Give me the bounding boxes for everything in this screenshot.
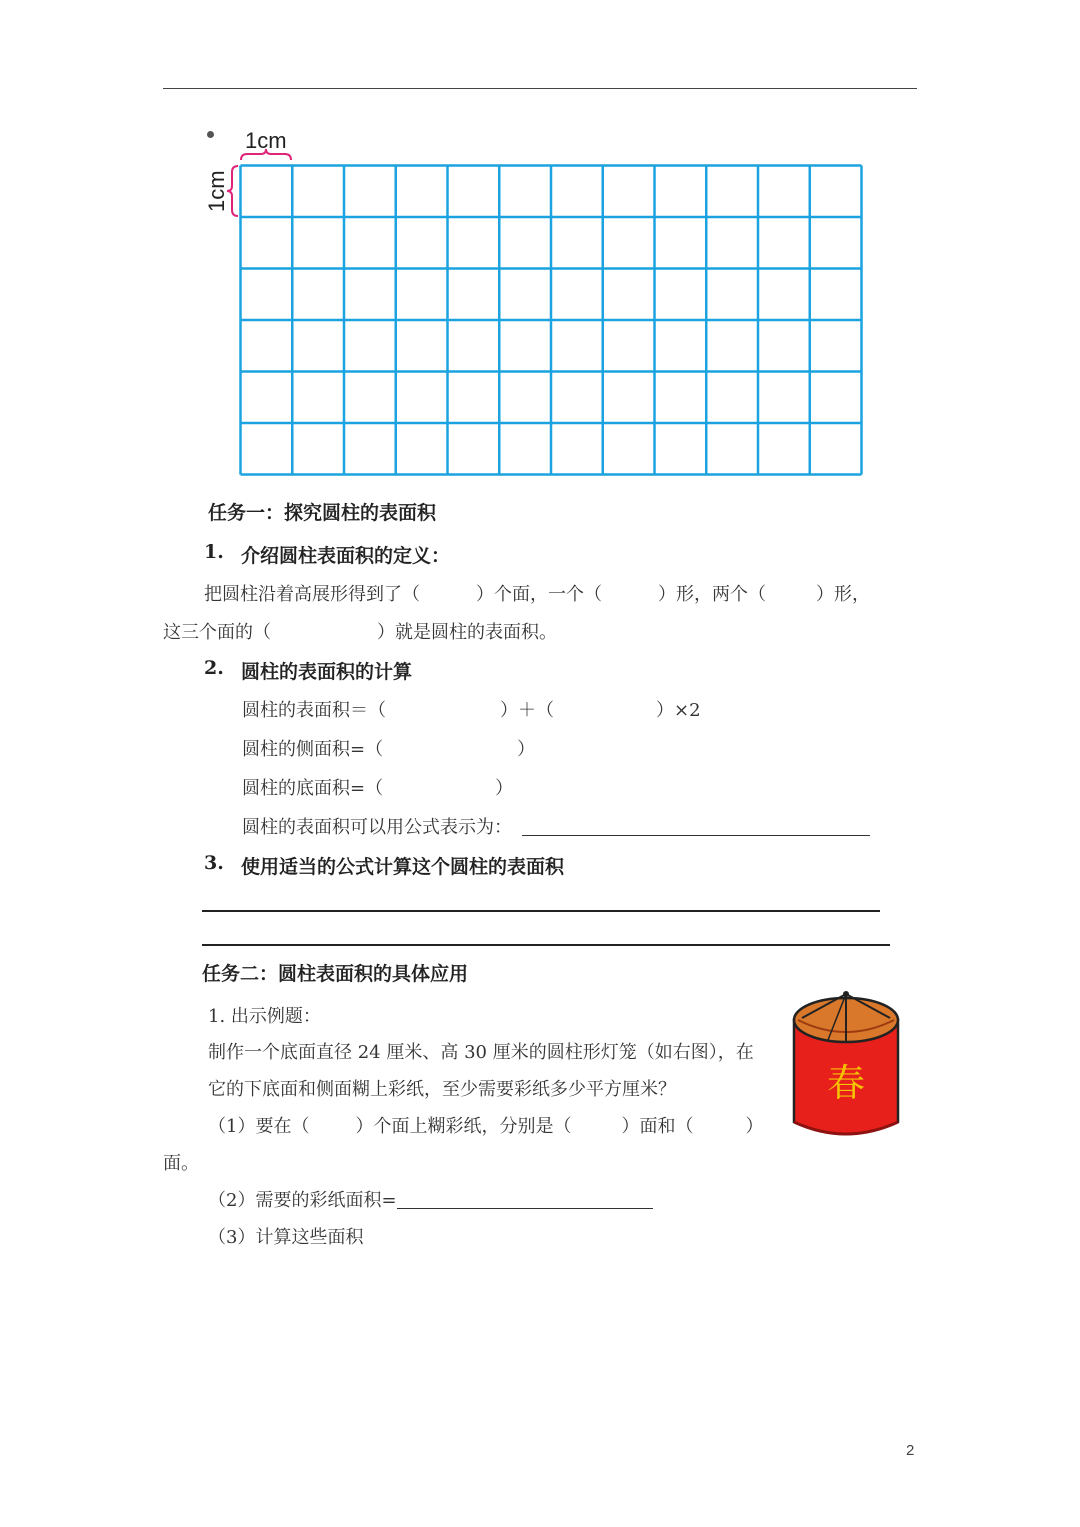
text-fragment: ）就是圆柱的表面积。 bbox=[377, 622, 557, 643]
task1-item2-heading: 圆柱的表面积的计算 bbox=[241, 661, 413, 683]
text-fragment: 圆柱的底面积=（ bbox=[242, 778, 384, 799]
text-fragment: 圆柱的侧面积=（ bbox=[242, 739, 384, 760]
lantern-illustration bbox=[788, 990, 904, 1140]
text-fragment: 这三个面的（ bbox=[163, 622, 271, 643]
problem-line-2: 它的下底面和侧面糊上彩纸，至少需要彩纸多少平方厘米？ bbox=[208, 1079, 676, 1100]
bullet-dot bbox=[207, 131, 214, 138]
question-1 bbox=[208, 1112, 763, 1138]
question-3: （3）计算这些面积 bbox=[208, 1227, 364, 1248]
task1-item1-number: 1. bbox=[204, 541, 224, 563]
text-fragment: 把圆柱沿着高展形得到了（ bbox=[204, 584, 420, 605]
text-fragment: ）形， bbox=[816, 584, 870, 605]
question-2 bbox=[208, 1186, 653, 1212]
grid-svg bbox=[239, 164, 863, 476]
formula-side bbox=[242, 735, 535, 761]
unit-brace-y bbox=[226, 164, 240, 218]
page-number: 2 bbox=[906, 1442, 915, 1459]
answer-line bbox=[522, 817, 870, 836]
text-fragment: ）×2 bbox=[656, 700, 701, 721]
formula-general bbox=[242, 813, 870, 839]
text-fragment: （2）需要的彩纸面积= bbox=[208, 1190, 397, 1211]
unit-label-x: 1cm bbox=[245, 128, 287, 153]
text-fragment: ）面和（ bbox=[621, 1116, 694, 1137]
problem-line-1: 制作一个底面直径 24 厘米、高 30 厘米的圆柱形灯笼（如右图），在 bbox=[208, 1042, 754, 1063]
task1-item3-number: 3. bbox=[204, 852, 224, 874]
definition-line-2 bbox=[163, 618, 557, 644]
definition-line-1 bbox=[204, 580, 870, 606]
formula-base bbox=[242, 774, 513, 800]
header-rule bbox=[163, 88, 917, 89]
text-fragment: （1）要在（ bbox=[208, 1116, 310, 1137]
text-fragment: 圆柱的表面积＝（ bbox=[242, 700, 386, 721]
text-fragment: ）个面，一个（ bbox=[476, 584, 602, 605]
text-fragment: ） bbox=[745, 1116, 764, 1137]
text-fragment: 圆柱的表面积可以用公式表示为： bbox=[242, 817, 512, 838]
formula-total bbox=[242, 696, 701, 722]
text-fragment: ）个面上糊彩纸，分别是（ bbox=[355, 1116, 572, 1137]
answer-line bbox=[397, 1190, 653, 1209]
task2-item1-label: 1. 出示例题： bbox=[208, 1006, 321, 1027]
task1-title: 任务一：探究圆柱的表面积 bbox=[208, 502, 437, 524]
lantern-character: 春 bbox=[826, 1061, 866, 1105]
unit-brace-x bbox=[239, 148, 293, 162]
question-1-tail: 面。 bbox=[163, 1153, 199, 1174]
task1-item3-heading: 使用适当的公式计算这个圆柱的表面积 bbox=[241, 856, 565, 878]
task1-item1-heading: 介绍圆柱表面积的定义： bbox=[241, 545, 451, 567]
answer-rule bbox=[202, 910, 880, 912]
text-fragment: ） bbox=[495, 778, 514, 799]
task1-item2-number: 2. bbox=[204, 657, 224, 679]
task2-title: 任务二：圆柱表面积的具体应用 bbox=[202, 963, 469, 985]
unit-label-y: 1cm bbox=[204, 170, 229, 212]
text-fragment: ）＋（ bbox=[500, 700, 554, 721]
text-fragment: ） bbox=[517, 739, 536, 760]
square-grid bbox=[239, 164, 863, 476]
section-rule bbox=[202, 944, 890, 946]
text-fragment: ）形，两个（ bbox=[658, 584, 766, 605]
